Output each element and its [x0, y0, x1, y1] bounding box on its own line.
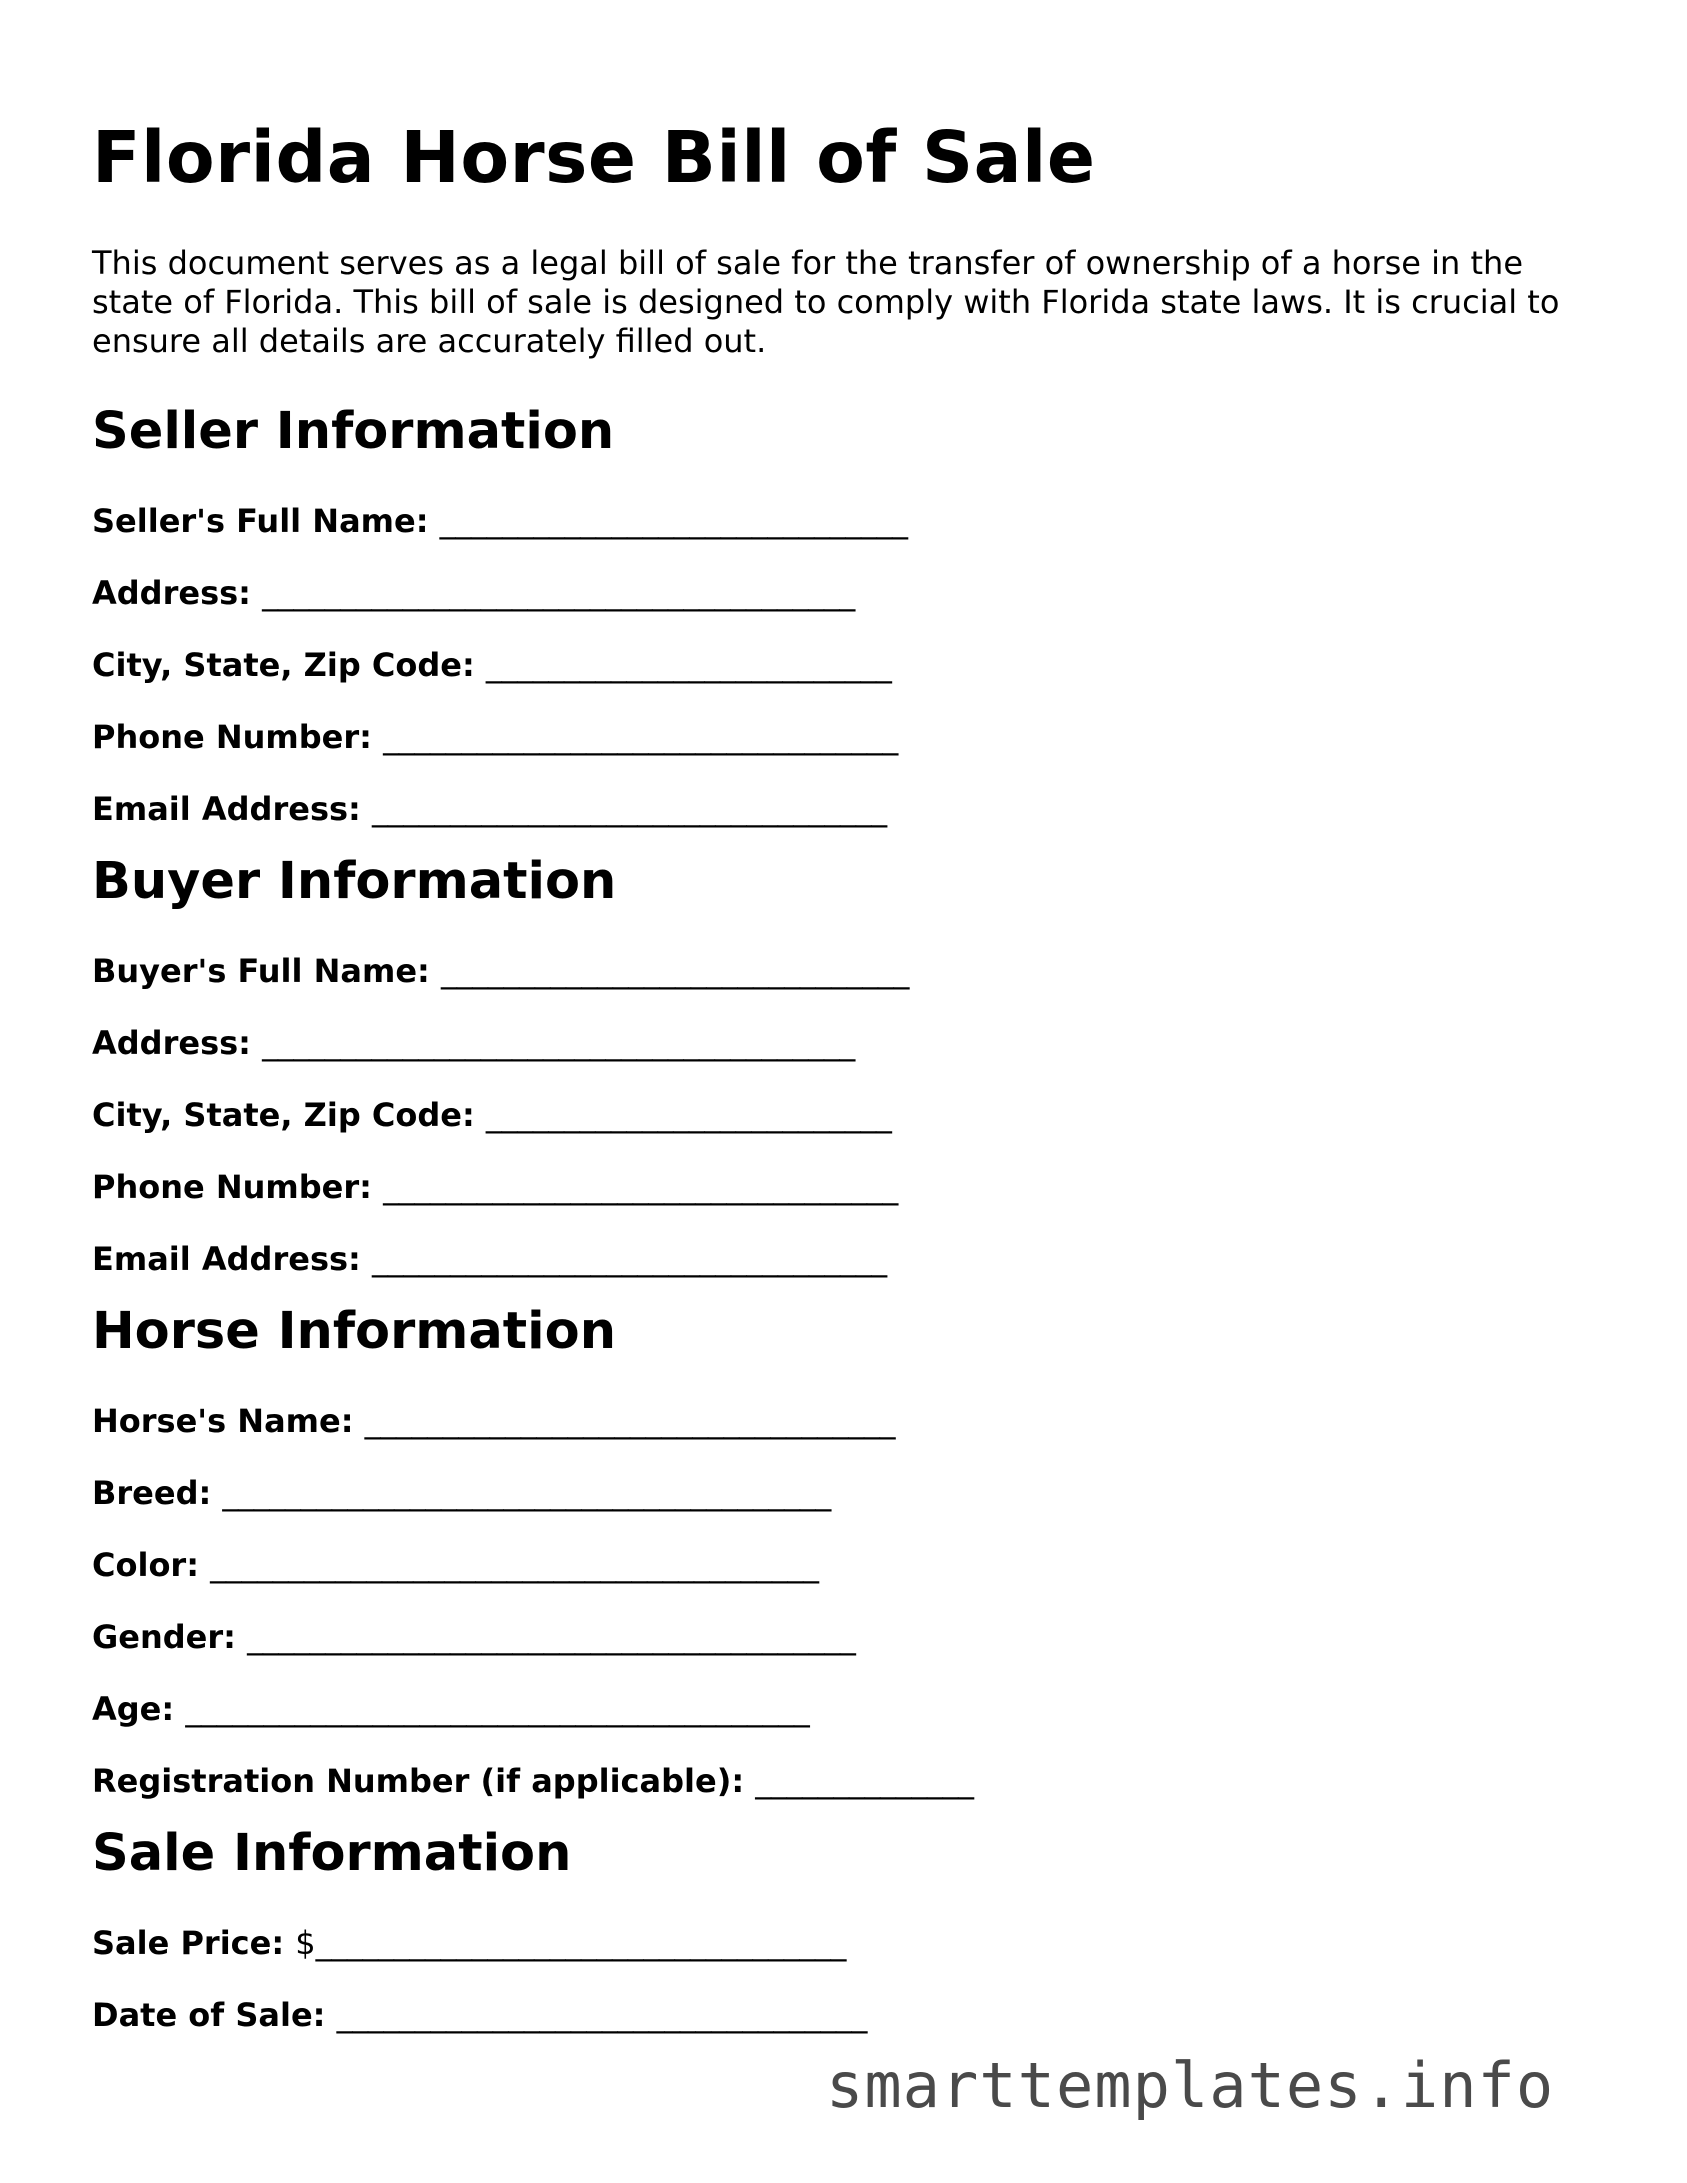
blank-line[interactable]: _________________________________ [383, 718, 898, 756]
horse-name-field[interactable] [92, 1401, 1612, 1473]
horse-gender-field[interactable] [92, 1617, 1612, 1689]
blank-line[interactable]: ______________________________ [440, 952, 909, 990]
buyer-city-state-zip-field[interactable] [92, 1095, 1612, 1167]
field-label: Breed: [92, 1474, 212, 1512]
field-label: City, State, Zip Code: [92, 646, 475, 684]
horse-section-heading: Horse Information [92, 1302, 616, 1361]
seller-full-name-field[interactable] [92, 501, 1612, 573]
horse-breed-field[interactable] [92, 1473, 1612, 1545]
blank-line[interactable]: ______________ [755, 1762, 974, 1800]
buyer-section-heading: Buyer Information [92, 852, 617, 911]
currency-prefix: $ [295, 1924, 316, 1962]
field-label: Address: [92, 574, 251, 612]
field-label: City, State, Zip Code: [92, 1096, 475, 1134]
sale-section-heading: Sale Information [92, 1824, 572, 1883]
field-label: Phone Number: [92, 718, 372, 756]
field-label: Email Address: [92, 1240, 361, 1278]
buyer-address-field[interactable] [92, 1023, 1612, 1095]
field-label: Age: [92, 1690, 175, 1728]
field-label: Buyer's Full Name: [92, 952, 430, 990]
seller-section-heading: Seller Information [92, 402, 615, 461]
seller-phone-field[interactable] [92, 717, 1612, 789]
blank-line[interactable]: _________________________________ [383, 1168, 898, 1206]
blank-line[interactable]: __________________________________ [336, 1996, 867, 2034]
blank-line[interactable]: _______________________________________ [222, 1474, 831, 1512]
seller-fields [92, 501, 1612, 861]
field-label: Email Address: [92, 790, 361, 828]
document-title: Florida Horse Bill of Sale [92, 116, 1096, 199]
blank-line[interactable]: ______________________________________ [262, 1024, 855, 1062]
buyer-fields [92, 951, 1612, 1311]
blank-line[interactable]: ________________________________________ [185, 1690, 810, 1728]
horse-color-field[interactable] [92, 1545, 1612, 1617]
field-label: Date of Sale: [92, 1996, 326, 2034]
blank-line[interactable]: ______________________________________ [262, 574, 855, 612]
blank-line[interactable]: _________________________________ [371, 790, 887, 828]
field-label: Color: [92, 1546, 199, 1584]
blank-line[interactable]: __________________________________ [315, 1924, 847, 1962]
seller-city-state-zip-field[interactable] [92, 645, 1612, 717]
blank-line[interactable]: _______________________________________ [210, 1546, 819, 1584]
field-label: Phone Number: [92, 1168, 372, 1206]
blank-line[interactable]: ______________________________ [439, 502, 908, 540]
sale-price-field[interactable] [92, 1923, 1612, 1995]
buyer-full-name-field[interactable] [92, 951, 1612, 1023]
horse-fields [92, 1401, 1612, 1833]
blank-line[interactable]: _________________________________ [371, 1240, 887, 1278]
horse-age-field[interactable] [92, 1689, 1612, 1761]
field-label: Seller's Full Name: [92, 502, 429, 540]
blank-line[interactable]: _______________________________________ [247, 1618, 856, 1656]
field-label: Gender: [92, 1618, 236, 1656]
intro-paragraph: This document serves as a legal bill of sale for the transfer of ownership of a horse in the state of Florida. This bill of sale is designed to comply with Florida state laws. It is crucial to ensure all details are accurately filled out. [92, 244, 1560, 360]
field-label: Horse's Name: [92, 1402, 354, 1440]
field-label: Sale Price: [92, 1924, 285, 1962]
field-label: Registration Number (if applicable): [92, 1762, 745, 1800]
buyer-phone-field[interactable] [92, 1167, 1612, 1239]
blank-line[interactable]: __________________________ [485, 1096, 892, 1134]
blank-line[interactable]: __________________________ [485, 646, 892, 684]
field-label: Address: [92, 1024, 251, 1062]
blank-line[interactable]: __________________________________ [364, 1402, 896, 1440]
seller-address-field[interactable] [92, 573, 1612, 645]
document-page [92, 108, 1612, 2067]
watermark-text: smarttemplates.info [826, 2049, 1555, 2122]
